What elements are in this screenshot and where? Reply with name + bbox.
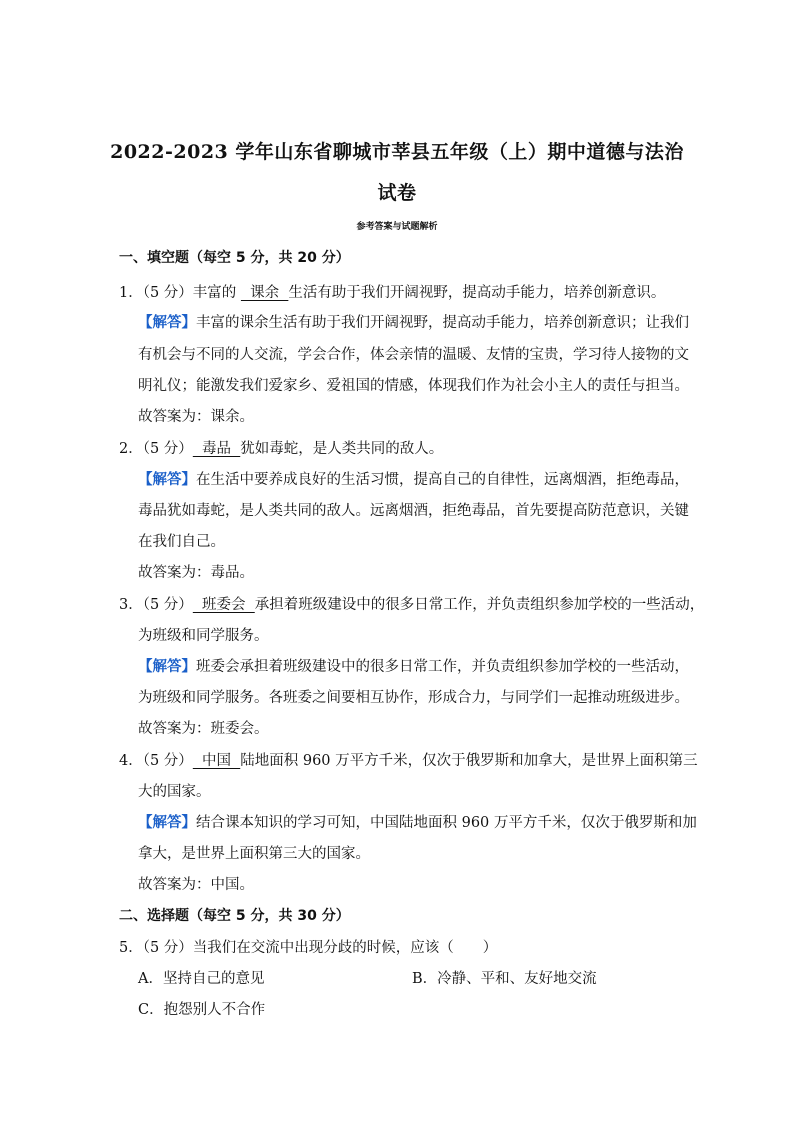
question-4-solution-text: 结合课本知识的学习可知，中国陆地面积 960 万平方千米，仅次于俄罗斯和加 (196, 815, 697, 831)
question-3-suffix: 承担着班级建设中的很多日常工作，并负责组织参加学校的一些活动， (254, 597, 705, 613)
question-3-solution-line2: 为班级和同学服务。各班委之间要相互协作，形成合力，与同学们一起推动班级进步。 (138, 690, 689, 706)
question-3-prefix: 3．（5 分） (119, 597, 193, 613)
question-3-continuation: 为班级和同学服务。 (138, 628, 269, 644)
question-2-suffix: 犹如毒蛇，是人类共同的敌人。 (240, 441, 444, 457)
question-4-suffix: 陆地面积 960 万平方千米，仅次于俄罗斯和加拿大，是世界上面积第三 (240, 753, 698, 769)
question-3 (119, 593, 704, 614)
question-1 (119, 281, 665, 302)
question-2-answer-blank: 毒品 (192, 441, 241, 457)
question-3-final-answer: 故答案为：班委会。 (138, 721, 269, 737)
section-heading-multiple-choice: 二、选择题（每空 5 分，共 30 分） (119, 908, 350, 924)
question-5-option-b: B．冷静、平和、友好地交流 (412, 971, 597, 987)
question-3-solution-text: 班委会承担着班级建设中的很多日常工作，并负责组织参加学校的一些活动， (196, 659, 689, 675)
answer-tag: 【解答】 (138, 658, 196, 675)
question-2-solution-text: 在生活中要养成良好的生活习惯，提高自己的自律性，远离烟酒，拒绝毒品， (196, 472, 689, 488)
answer-tag: 【解答】 (138, 471, 196, 488)
section-heading-fill-blank: 一、填空题（每空 5 分，共 20 分） (119, 250, 350, 266)
question-4 (119, 749, 698, 770)
question-4-final-answer: 故答案为：中国。 (138, 877, 254, 893)
question-3-solution-line1 (138, 655, 689, 676)
question-1-solution-line1 (138, 311, 689, 332)
question-2-solution-line3: 在我们自己。 (138, 534, 225, 550)
question-1-final-answer: 故答案为：课余。 (138, 409, 254, 425)
answer-tag: 【解答】 (138, 814, 196, 831)
question-2-prefix: 2．（5 分） (119, 441, 193, 457)
question-1-solution-line3: 明礼仪；能激发我们爱家乡、爱祖国的情感，体现我们作为社会小主人的责任与担当。 (138, 378, 689, 394)
question-5-option-a: A．坚持自己的意见 (138, 971, 265, 987)
question-4-solution-line1 (138, 811, 697, 832)
question-2-solution-line2: 毒品犹如毒蛇，是人类共同的敌人。远离烟酒，拒绝毒品，首先要提高防范意识，关键 (138, 503, 689, 519)
document-title-line2: 试卷 (377, 182, 417, 204)
question-4-answer-blank: 中国 (192, 753, 241, 769)
question-1-prefix: 1．（5 分）丰富的 (119, 285, 241, 301)
question-5-option-c: C．抱怨别人不合作 (138, 1002, 266, 1018)
question-1-solution-line2: 有机会与不同的人交流，学会合作，体会亲情的温暖、友情的宝贵，学习待人接物的文 (138, 347, 689, 363)
question-2-final-answer: 故答案为：毒品。 (138, 565, 254, 581)
question-1-answer-blank: 课余 (240, 285, 289, 301)
question-3-answer-blank: 班委会 (192, 597, 255, 613)
answer-tag: 【解答】 (138, 314, 196, 331)
document-subtitle: 参考答案与试题解析 (356, 222, 438, 232)
question-4-solution-line2: 拿大，是世界上面积第三大的国家。 (138, 846, 370, 862)
question-1-suffix: 生活有助于我们开阔视野，提高动手能力，培养创新意识。 (288, 285, 666, 301)
question-2 (119, 437, 443, 458)
question-4-prefix: 4．（5 分） (119, 753, 193, 769)
question-4-continuation: 大的国家。 (138, 784, 211, 800)
document-title-line1: 2022-2023 学年山东省聊城市莘县五年级（上）期中道德与法治 (110, 141, 684, 163)
question-1-solution-text: 丰富的课余生活有助于我们开阔视野，提高动手能力，培养创新意识；让我们 (196, 315, 689, 331)
question-2-solution-line1 (138, 468, 689, 489)
question-5: 5．（5 分）当我们在交流中出现分歧的时候，应该（ ） (119, 940, 498, 956)
